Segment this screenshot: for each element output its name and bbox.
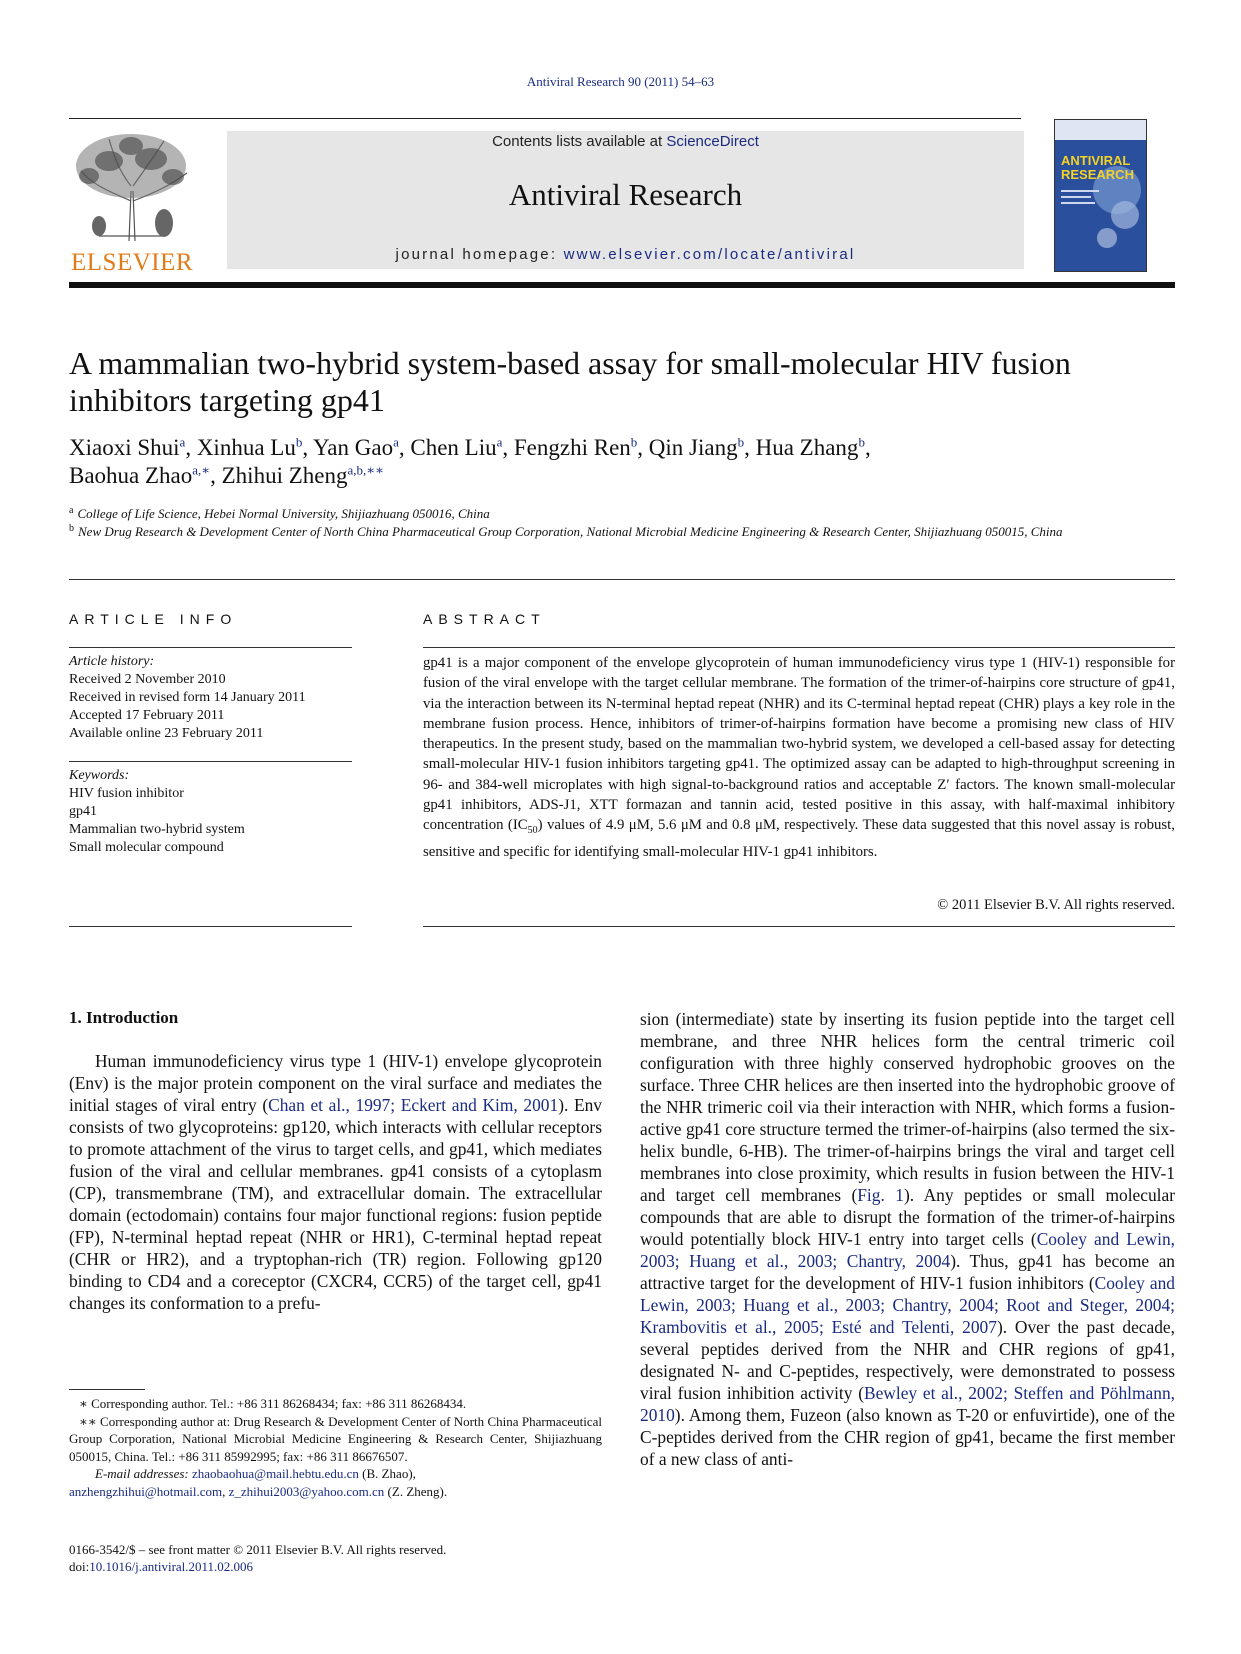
- homepage-link[interactable]: www.elsevier.com/locate/antiviral: [563, 246, 856, 263]
- footnote-corresponding-2: ∗∗ Corresponding author at: Drug Research & Development Center of North China Pharmaceutical Group Corporation, National Microbial Medicine Engineering & Research Center, Shijiazhuang 050015, China. Tel.: +86 311 85992995; fax: +86 311 86676507.: [69, 1413, 602, 1464]
- journal-name: Antiviral Research: [508, 177, 743, 212]
- affiliation-text: New Drug Research & Development Center of North China Pharmaceutical Group Corporation, National Microbial Medicine Engineering & Research Center, Shijiazhuang 050015, China: [78, 524, 1063, 539]
- author-separator: ,: [302, 435, 313, 460]
- author-separator: ,: [864, 435, 871, 460]
- sciencedirect-link[interactable]: ScienceDirect: [666, 133, 759, 150]
- homepage-prefix: journal homepage:: [395, 246, 564, 263]
- keyword-item: gp41: [69, 804, 97, 819]
- author-name: Xinhua Lu: [196, 435, 296, 460]
- cover-title: [1061, 154, 1134, 182]
- intro-column-left: [69, 1050, 602, 1314]
- author-name: Yan Gao: [312, 435, 394, 460]
- email-link[interactable]: zhaobaohua@mail.hebtu.edu.cn: [192, 1466, 359, 1481]
- journal-homepage: [227, 246, 1024, 263]
- author-separator: ,: [744, 435, 756, 460]
- introduction-heading: 1. Introduction: [69, 1008, 179, 1027]
- affiliations: [69, 505, 1175, 541]
- author-separator: ,: [398, 435, 411, 460]
- footnote-corresponding-1: ∗ Corresponding author. Tel.: +86 311 86268434; fax: +86 311 86268434.: [79, 1396, 467, 1411]
- front-matter: [69, 1541, 446, 1575]
- intro-text: ). Thus, gp41 has become an attractive target for the development of HIV-1 fusion inhibitors (: [640, 1251, 1175, 1293]
- journal-cover-thumbnail[interactable]: [1054, 119, 1147, 272]
- ic50-subscript: 50: [527, 825, 538, 837]
- journal-banner: [227, 131, 1024, 269]
- keyword-item: Small molecular compound: [69, 840, 224, 855]
- author-name: Baohua Zhao: [69, 463, 193, 488]
- author-affiliation-marker[interactable]: a: [393, 434, 399, 450]
- footnotes: [69, 1395, 602, 1500]
- keyword-item: HIV fusion inhibitor: [69, 786, 184, 801]
- abstract-part-2: ) values of 4.9 μM, 5.6 μM and 0.8 μM, respectively. These data suggested that this novel assay is robust, sensitive and specific for identifying small-molecular HIV-1 gp41 inhibitors.: [423, 817, 1175, 860]
- elsevier-logo[interactable]: [69, 131, 199, 274]
- email-owner: (Z. Zheng).: [384, 1483, 448, 1499]
- article-info-heading: ARTICLE INFO: [69, 611, 238, 627]
- author-affiliation-marker[interactable]: a,∗: [192, 462, 211, 478]
- intro-text: Human immunodeficiency virus type 1 (HIV-1) envelope glycoprotein (Env) is the major protein component on the viral surface and mediates the initial stages of viral entry (: [69, 1051, 602, 1115]
- issn-line: 0166-3542/$ – see front matter © 2011 Elsevier B.V. All rights reserved.: [69, 1542, 447, 1557]
- author-separator: ,: [210, 463, 222, 488]
- abstract-rule-top: [423, 647, 1175, 648]
- author-affiliation-marker[interactable]: b: [858, 434, 865, 450]
- author-name: Hua Zhang: [755, 435, 859, 460]
- cover-title-line1: ANTIVIRAL: [1061, 153, 1131, 168]
- author-name: Xiaoxi Shui: [69, 435, 180, 460]
- intro-text: ). Among them, Fuzeon (also known as T-20 or enfuvirtide), one of the C-peptides derived from the CHR region of gp41, became the first member of a new class of anti-: [640, 1405, 1175, 1469]
- author-affiliation-marker[interactable]: b: [737, 434, 745, 450]
- affiliation: [69, 523, 1175, 541]
- author-name: Fengzhi Ren: [513, 435, 631, 460]
- doi-line: [69, 1558, 446, 1575]
- affiliation: [69, 505, 1175, 523]
- abstract-copyright: © 2011 Elsevier B.V. All rights reserved.: [937, 897, 1175, 913]
- top-rule: [69, 118, 1021, 119]
- article-history: [69, 653, 306, 743]
- contents-line: [227, 133, 1024, 150]
- citation-link[interactable]: Cooley and Lewin, 2003; Huang et al., 2003; Chantry, 2004: [640, 1229, 1175, 1271]
- author-separator: ,: [185, 435, 197, 460]
- author-separator: ,: [637, 435, 649, 460]
- email-label: E-mail addresses:: [95, 1466, 189, 1481]
- author-affiliation-marker[interactable]: a,b,∗∗: [347, 462, 384, 478]
- email-link[interactable]: anzhengzhihui@hotmail.com: [69, 1483, 223, 1499]
- doi-link[interactable]: 10.1016/j.antiviral.2011.02.006: [89, 1559, 254, 1574]
- email-owner: (B. Zhao),: [358, 1466, 416, 1481]
- email-link[interactable]: z_zhihui2003@yahoo.com.cn: [228, 1483, 385, 1499]
- keywords: [69, 767, 245, 857]
- intro-text: ). Any peptides or small molecular compounds that are able to disrupt the formation of the trimer-of-hairpins would potentially block HIV-1 entry into target cells (: [640, 1185, 1176, 1249]
- doi-label: doi:: [69, 1559, 90, 1574]
- author-name: Zhihui Zheng: [221, 463, 348, 488]
- author-name: Qin Jiang: [648, 435, 738, 460]
- article-info-rule-top: [69, 647, 352, 648]
- author-separator: ,: [502, 435, 514, 460]
- title-rule: [69, 579, 1175, 580]
- author-affiliation-marker[interactable]: b: [295, 434, 303, 450]
- author-affiliation-marker[interactable]: b: [630, 434, 638, 450]
- affiliation-text: College of Life Science, Hebei Normal University, Shijiazhuang 050016, China: [77, 506, 490, 521]
- intro-text: ). Env consists of two glycoproteins: gp120, which interacts with cellular receptors to promote attachment of the virus to target cells, and gp41, which mediates fusion of the viral and cellular membranes. gp41 consists of a cytoplasm (CP), transmembrane (TM), and extracellular domain. The extracellular domain (ectodomain) contains four major functional regions: fusion peptide (FP), N-terminal heptad repeat (NHR or HR1), C-terminal heptad repeat (CHR or HR2), and a tryptophan-rich (TR) region. Following gp120 binding to CD4 and a coreceptor (CXCR4, CCR5) of the target cell, gp41 changes its conformation to a prefu-: [69, 1095, 602, 1313]
- intro-text: ). Over the past decade, several peptides derived from the NHR and CHR regions of gp41, designated N- and C-peptides, respectively, were demonstrated to possess viral fusion inhibition activity (: [640, 1317, 1175, 1403]
- article-info-rule-bottom: [69, 926, 352, 927]
- author-name: Chen Liu: [410, 435, 497, 460]
- article-info-rule-mid: [69, 761, 352, 762]
- contents-prefix: Contents lists available at: [492, 133, 667, 150]
- abstract-text: [423, 653, 1175, 862]
- cover-art-icon: [1055, 120, 1146, 271]
- abstract-part-1: gp41 is a major component of the envelope glycoprotein of human immunodeficiency virus type 1 (HIV-1) responsible for fusion of the viral envelope with the target cellular membrane. The formation of the trimer-of-hairpins core structure of gp41, via the interaction between its N-terminal heptad repeat (NHR) and its C-terminal heptad repeat (CHR) plays a key role in the membrane fusion process. Hence, inhibitors of trimer-of-hairpins formation have become a promising new class of HIV therapeutics. In the present study, based on the mammalian two-hybrid system, we developed a cell-based assay for detecting small-molecular HIV-1 fusion inhibitors targeting gp41. The optimized assay can be adapted to high-throughput screening in 96- and 384-well microplates with high signal-to-background ratios and acceptable Z′ factors. The known small-molecular gp41 inhibitors, ADS-J1, XTT formazan and tannin acid, tested positive in this assay, with half-maximal inhibitory concentration (IC: [423, 655, 1175, 834]
- history-item: Received in revised form 14 January 2011: [69, 690, 306, 705]
- abstract-rule-bottom: [423, 926, 1175, 927]
- author-list: [69, 434, 1179, 490]
- email-separator: ,: [222, 1483, 229, 1499]
- journal-citation[interactable]: Antiviral Research 90 (2011) 54–63: [526, 74, 715, 89]
- affiliation-label: a: [69, 504, 74, 516]
- elsevier-tree-icon: [69, 131, 199, 243]
- footnote-rule: [69, 1389, 145, 1390]
- footnote-emails: [69, 1465, 602, 1500]
- intro-text: sion (intermediate) state by inserting its fusion peptide into the target cell membrane, and three NHR helices form the central trimeric coil configuration with three highly conserved hydrophobic grooves on the surface. Three CHR helices are then inserted into the hydrophobic groove of the NHR trimeric coil via their interaction with NHR, which forms a fusion-active gp41 core structure termed the trimer-of-hairpins (also termed the six-helix bundle, 6-HB). The trimer-of-hairpins brings the viral and target cell membranes into close proximity, which results in fusion between the HIV-1 and target cell membranes (: [640, 1009, 1175, 1205]
- header-thick-rule: [69, 282, 1175, 288]
- intro-column-right: [640, 1008, 1175, 1470]
- keywords-label: Keywords:: [69, 768, 130, 783]
- citation-link[interactable]: Chan et al., 1997; Eckert and Kim, 2001: [268, 1095, 559, 1115]
- keyword-item: Mammalian two-hybrid system: [69, 822, 245, 837]
- history-item: Received 2 November 2010: [69, 672, 226, 687]
- citation-link[interactable]: Bewley et al., 2002; Steffen and Pöhlmann, 2010: [640, 1383, 1175, 1425]
- citation-link[interactable]: Cooley and Lewin, 2003; Huang et al., 2003; Chantry, 2004; Root and Steger, 2004; Krambovitis et al., 2005; Esté and Telenti, 2007: [640, 1273, 1175, 1337]
- author-affiliation-marker[interactable]: a: [179, 434, 186, 450]
- history-item: Available online 23 February 2011: [69, 726, 264, 741]
- figure-link[interactable]: Fig. 1: [857, 1185, 904, 1205]
- article-title: A mammalian two-hybrid system-based assay for small-molecular HIV fusion inhibitors targeting gp41: [69, 345, 1071, 418]
- author-affiliation-marker[interactable]: a: [496, 434, 503, 450]
- affiliation-label: b: [69, 522, 74, 534]
- abstract-heading: ABSTRACT: [423, 611, 546, 627]
- history-item: Accepted 17 February 2011: [69, 708, 225, 723]
- history-label: Article history:: [69, 654, 155, 669]
- elsevier-wordmark: ELSEVIER: [71, 249, 194, 276]
- cover-title-line2: RESEARCH: [1061, 167, 1134, 182]
